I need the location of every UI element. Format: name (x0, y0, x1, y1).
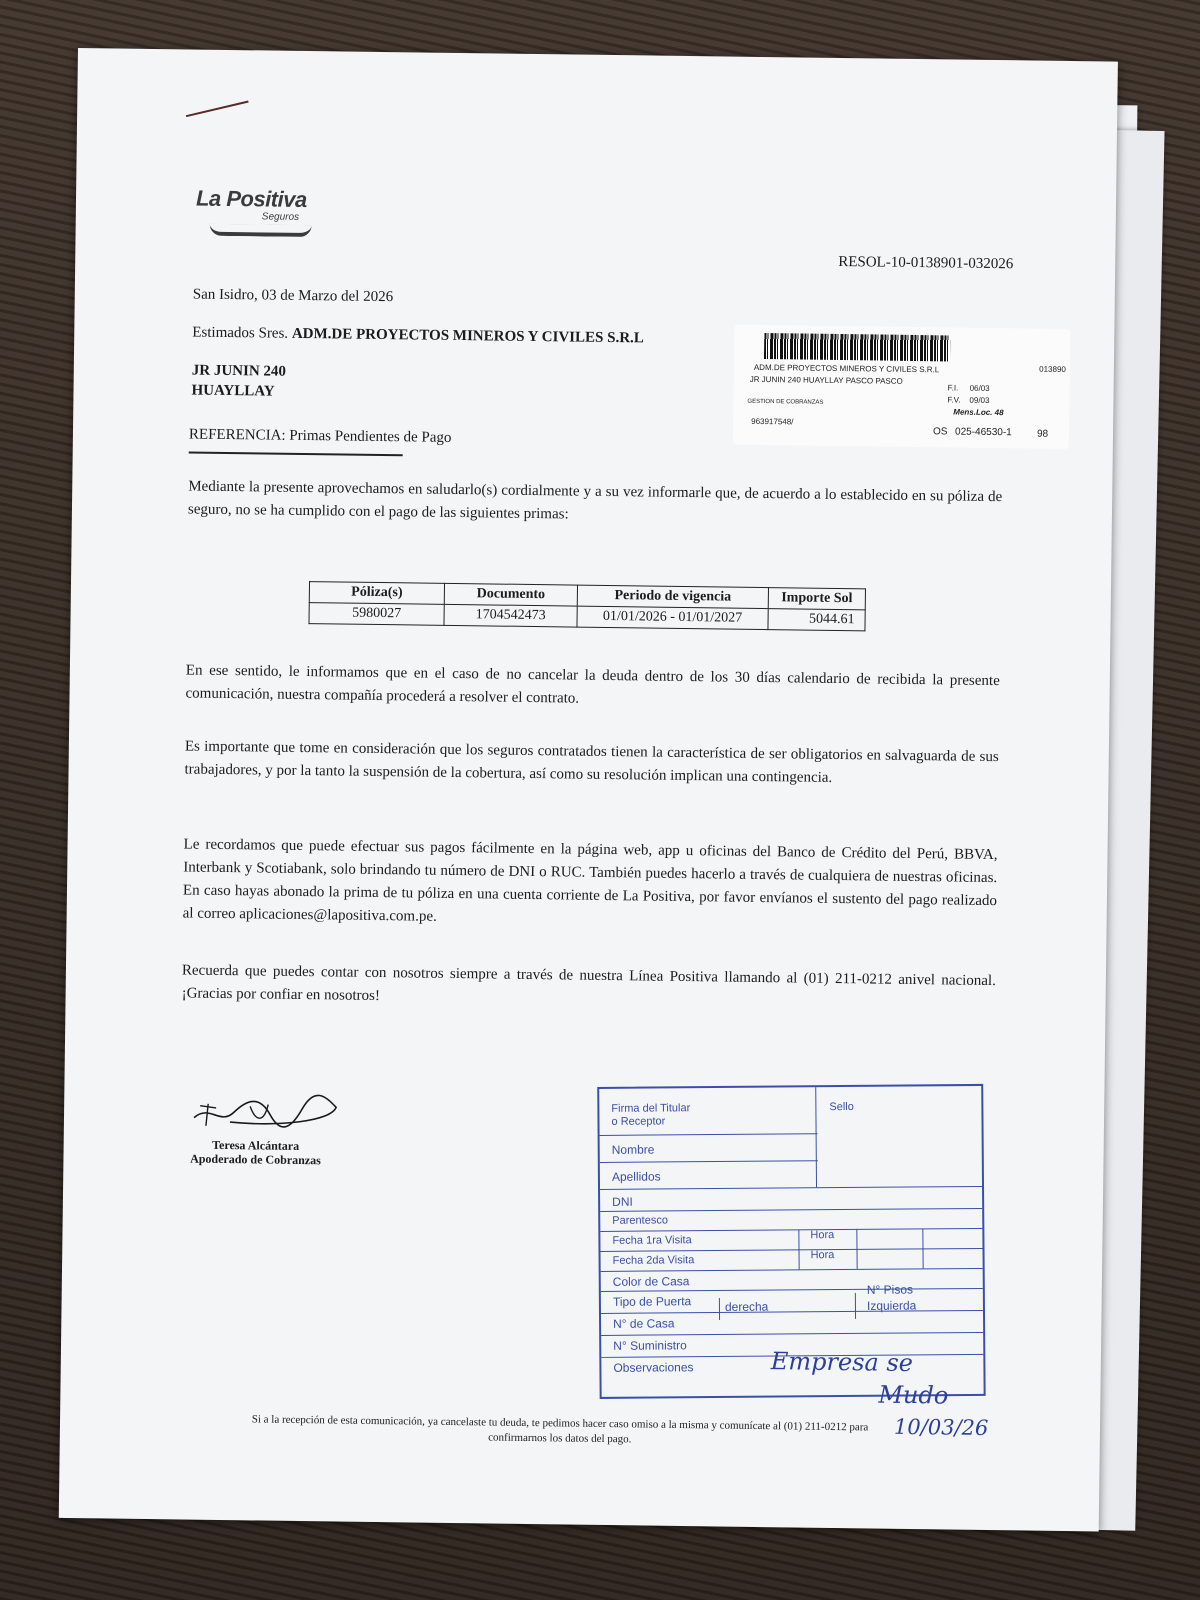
label-os: 025-46530-1 (954, 426, 1012, 439)
paragraph-obligation: Es importante que tome en consideración que los seguros contratados tienen la característica de ser obligatorios en salvaguarda de sus trabajadores, y por la tanto la suspensión de la cobertura, así como su resolución implican una contingencia. (184, 738, 999, 786)
stamp-nombre: Nombre (611, 1142, 655, 1157)
label-gestion: GESTION DE COBRANZAS (747, 398, 824, 406)
stamp-sello: Sello (829, 1100, 854, 1114)
label-name: ADM.DE PROYECTOS MINEROS Y CIVILES S.R.L (753, 362, 940, 375)
address-label (733, 325, 1071, 449)
stamp-receptor: o Receptor (611, 1115, 666, 1128)
signature-image (190, 1086, 341, 1138)
pen-mark (186, 101, 249, 118)
stamp-fecha2: Fecha 2da Visita (612, 1254, 695, 1267)
signatory-name: Teresa Alcántara (212, 1137, 300, 1153)
intro-paragraph: Mediante la presente aprovechamos en saludarlo(s) cordialmente y a su vez informarle que, de acuerdo a lo establecido en su póliza de seguro, no se ha cumplido con el pago de las siguientes primas: (187, 478, 1003, 523)
date-line: San Isidro, 03 de Marzo del 2026 (192, 286, 394, 306)
label-address: JR JUNIN 240 HUAYLLAY PASCO PASCO (749, 374, 903, 386)
paragraph-deadline: En ese sentido, le informamos que en el caso de no cancelar la deuda dentro de los 30 días calendario de recibida la presente comunicación, nuestra compañía procederá a resolver el contrato. (185, 662, 1000, 707)
letter-page (59, 48, 1118, 1531)
logo-swoosh (210, 224, 312, 237)
label-fi: 06/03 (969, 383, 990, 393)
addressee-street: JR JUNIN 240 (191, 362, 287, 380)
stamp-pisos: N° Pisos (866, 1282, 914, 1297)
table-cell: 1704542473 (444, 604, 577, 627)
barcode (764, 333, 950, 361)
resolution-code: RESOL-10-0138901-032026 (838, 253, 1014, 273)
table-cell: 5044.61 (768, 609, 865, 631)
label-os-label: OS (932, 426, 948, 438)
stamp-fecha1: Fecha 1ra Visita (612, 1234, 692, 1247)
addressee-line (192, 322, 752, 352)
stamp-tipo: Tipo de Puerta (612, 1294, 692, 1309)
table-header: Póliza(s) (309, 582, 444, 605)
reference-underline (189, 451, 403, 456)
logo-brand: La Positiva (195, 185, 307, 213)
stamp-color: Color de Casa (612, 1274, 690, 1289)
stamp-izquierda: Izquierda (866, 1298, 917, 1313)
paragraph-payment-options: Le recordamos que puede efectuar sus pagos fácilmente en la página web, app u oficinas del Banco de Crédito del Perú, BBVA, Interbank y Scotiabank, solo brindando tu número de DNI o RUC. También puedes hacerlo a través de cualquiera de nuestras oficinas. En caso hayas abonado la prima de tu póliza en una cuenta corriente de La Positiva, por favor envíanos el sustento del pago realizado al correo aplicaciones@lapositiva.com.pe. (182, 836, 998, 925)
table-cell: 5980027 (309, 603, 444, 626)
paragraph-contact: Recuerda que puedes contar con nosotros siempre a través de nuestra Línea Positiva llamando al (01) 211-0212 anivel nacional. ¡Gracias por confiar en nosotros! (181, 962, 996, 1005)
signatory-role: Apoderado de Cobranzas (190, 1151, 321, 1168)
addressee-city: HUAYLLAY (191, 382, 275, 400)
handwritten-note-line1: Empresa se (770, 1347, 914, 1378)
signatory (175, 1137, 335, 1167)
table-cell: 01/01/2026 - 01/01/2027 (577, 606, 768, 629)
stamp-dni: DNI (612, 1194, 633, 1209)
label-os-num: 98 (1036, 428, 1049, 440)
table-header: Documento (444, 583, 577, 606)
label-fi-label: F.I. (947, 383, 959, 393)
table-header: Importe Sol (768, 588, 865, 610)
label-code: 013890 (1039, 364, 1066, 374)
stamp-hora1: Hora (810, 1229, 835, 1242)
logo-sub: Seguros (261, 211, 300, 223)
addressee-name: ADM.DE PROYECTOS MINEROS Y CIVILES S.R.L (291, 325, 644, 347)
stamp-parentesco: Parentesco (612, 1214, 668, 1227)
handwritten-date: 10/03/26 (893, 1414, 989, 1441)
stamp-suministro: N° Suministro (613, 1338, 687, 1353)
stamp-apellidos: Apellidos (611, 1169, 661, 1184)
handwritten-note-line2: Mudo (878, 1380, 949, 1410)
stamp-derecha: derecha (724, 1299, 769, 1314)
footer-note: Si a la recepción de esta comunicación, ya cancelaste tu deuda, te pedimos hacer caso omiso a la misma y comunícate al (01) 211-0212 para confirmarnos los datos del pago. (251, 1413, 869, 1446)
reference-line: REFERENCIA: Primas Pendientes de Pago (188, 426, 452, 446)
label-fv-label: F.V. (947, 395, 961, 405)
addressee-prefix: Estimados Sres. (192, 324, 292, 342)
label-phone: 963917548/ (751, 416, 794, 427)
table-header: Periodo de vigencia (577, 585, 768, 608)
label-fv: 09/03 (969, 395, 990, 405)
stamp-hora2: Hora (810, 1249, 835, 1262)
premiums-table (308, 581, 866, 631)
stamp-firma: Firma del Titular (611, 1102, 691, 1115)
stamp-ncasa: N° de Casa (613, 1316, 675, 1331)
label-mens: Mens.Loc. 48 (953, 407, 1004, 418)
stamp-obs: Observaciones (613, 1360, 694, 1375)
company-logo (195, 186, 326, 248)
